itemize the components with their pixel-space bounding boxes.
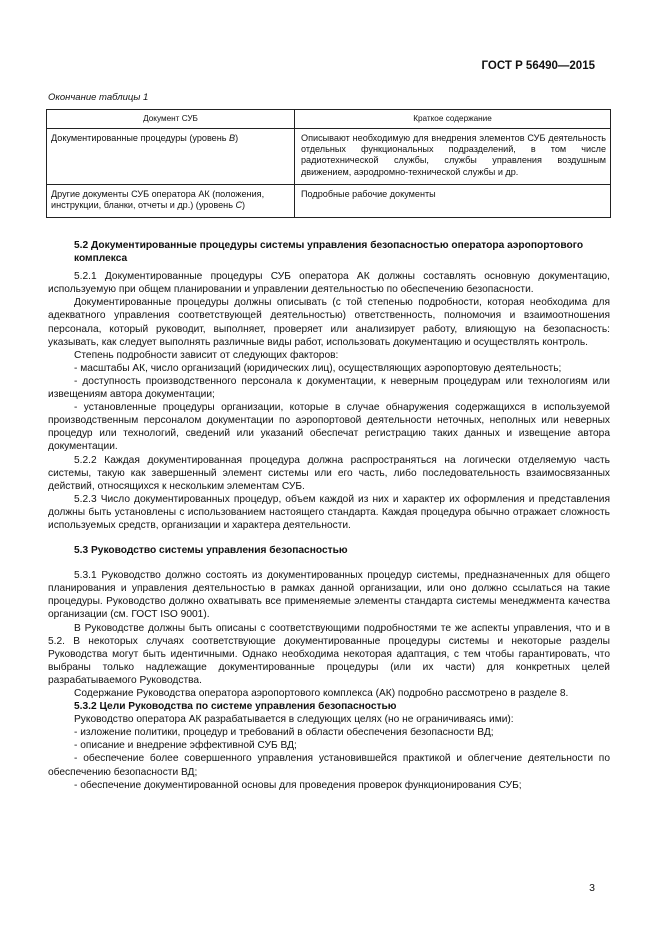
section-heading-5-3: 5.3 Руководство системы управления безопасностью xyxy=(74,545,348,557)
paragraph: Содержание Руководства оператора аэропортового комплекса (АК) подробно рассмотрено в разделе 8. xyxy=(74,688,569,699)
list-item: - изложение политики, процедур и требований в области обеспечения безопасности ВД; xyxy=(74,727,494,739)
paragraph: Степень подробности зависит от следующих факторов: xyxy=(74,349,339,361)
page-number: 3 xyxy=(589,882,595,894)
document-name: Документированные процедуры (уровень xyxy=(51,133,230,143)
document-code: ГОСТ Р 56490—2015 xyxy=(481,60,595,72)
paragraph: Документированные процедуры должны описывать (с той степенью подробности, которая необходима для адекватного управления соответствующей деятельностью) ответственность, полномочия и взаимоотношения персонала, который руководит, выполняет, проверяет или анализирует работу, влияющую на безопасность: указывать, как следует выполнять различные виды работ, использовать документацию и осуществлять контроль. xyxy=(48,297,610,348)
paragraph: 5.3.1 Руководство должно состоять из документированных процедур системы, предназначенных для общего планирования и управления деятельностью в рамках данной организации, или оно должно ссылаться на такие процедуры. Руководство должно охватывать все применяемые элементы стандарта системы менеджмента качества организации (см. ГОСТ ISO 9001). xyxy=(48,570,610,621)
table-row xyxy=(47,184,611,217)
list-item: - масштабы АК, число организаций (юридических лиц), осуществляющих аэропортовую деятельность; xyxy=(74,362,562,374)
paragraph: 5.2.3 Число документированных процедур, объем каждой из них и характер их оформления и представления должны быть установлены с использованием настоящего стандарта. Каждая процедура обычно отражает сложность используемых средств, организации и характера деятельности. xyxy=(48,493,610,531)
paragraph: 5.2.1 Документированные процедуры СУБ оператора АК должны составлять основную документацию, используемую при общем планировании и управлении деятельностью по обеспечению безопасности. xyxy=(48,271,610,296)
table-header-row xyxy=(47,110,611,129)
table-cell-summary: Описывают необходимую для внедрения элементов СУБ деятельность отдельных функциональных подразделений, в том числе радиотехнической службы, службы управления воздушным движением, аэродромно-технической службы и др. xyxy=(295,129,611,185)
table-cell-document xyxy=(47,184,295,217)
paragraph: Руководство оператора АК разрабатывается в следующих целях (но не ограничиваясь ими): xyxy=(74,714,514,726)
list-item: - доступность производственного персонала к документации, к неверным процедурам или технологиям или извещениям автора документации; xyxy=(48,375,610,401)
paragraph: 5.2.2 Каждая документированная процедура должна распространяться на логически отделяемую часть системы, такую как завершенный элемент системы или его часть, либо последовательность взаимосвязанных действий, относящихся к нескольким элементам СУБ. xyxy=(48,454,610,492)
table-cell-document xyxy=(47,129,295,185)
list-item: - описание и внедрение эффективной СУБ ВД; xyxy=(74,740,297,752)
list-item: - обеспечение документированной основы для проведения проверок функционирования СУБ; xyxy=(74,779,522,791)
document-level: C xyxy=(235,200,243,211)
list-item: - установленные процедуры организации, которые в случае обнаружения содержащихся в используемой производственным персоналом документации по аэропортовой деятельности неточных, неполных или неверных процедур или технологий, сведений или указаний обеспечат регистрацию таких данных и извещение автора документации. xyxy=(48,402,610,453)
table-row xyxy=(47,129,611,185)
document-body xyxy=(48,239,610,792)
document-level: B xyxy=(229,133,236,143)
document-name-end: ) xyxy=(235,133,239,143)
list-item: - обеспечение более совершенного управления установившейся практикой и облегчение деятельности по обеспечению безопасности ВД; xyxy=(48,753,610,778)
document-name: Другие документы СУБ оператора АК (положения, инструкции, бланки, отчеты и др.) (уровень xyxy=(51,188,265,211)
column-header-summary: Краткое содержание xyxy=(295,110,611,129)
document-name-end: ) xyxy=(242,200,246,211)
table-caption: Окончание таблицы 1 xyxy=(48,92,149,103)
section-heading-5-3-2: 5.3.2 Цели Руководства по системе управления безопасностью xyxy=(74,701,397,713)
paragraph: В Руководстве должны быть описаны с соответствующими подробностями те же аспекты управления, что и в 5.2. В некоторых случаях соответствующие документированные процедуры системы и некоторые разделы Руководства могут быть идентичными. Однако необходима некоторая адаптация, с тем чтобы гарантировать, что выбраны только надлежащие документированные процедуры (или их части) для конкретных целей разрабатываемого Руководства. xyxy=(48,622,610,686)
table-cell-summary: Подробные рабочие документы xyxy=(295,184,611,217)
documents-table xyxy=(46,109,611,218)
section-heading-5-2: 5.2 Документированные процедуры системы управления безопасностью оператора аэропортового комплекса xyxy=(74,240,584,265)
column-header-document: Документ СУБ xyxy=(47,110,295,129)
